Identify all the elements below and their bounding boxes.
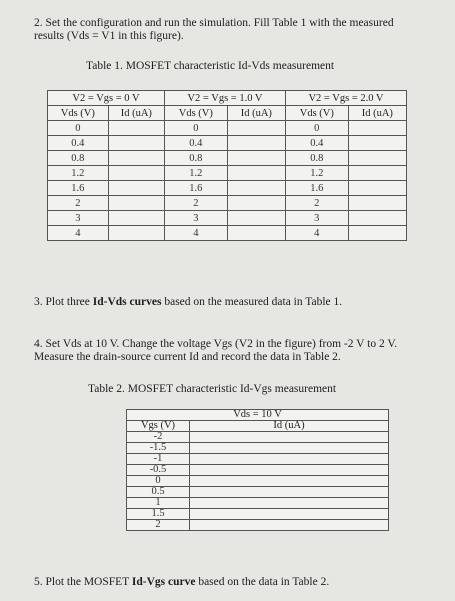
table-1-id-cell[interactable] — [227, 166, 285, 181]
table-1-vds-cell: 2 — [48, 196, 109, 211]
table-1-vds-cell: 0.4 — [164, 136, 227, 151]
table-2-col-vgs: Vgs (V) — [127, 421, 190, 432]
table-2-id-cell[interactable] — [190, 498, 389, 509]
table-row — [48, 151, 407, 166]
table-1-vds-cell: 4 — [285, 226, 348, 241]
table-1-vds-cell: 1.2 — [48, 166, 109, 181]
table-2-id-cell[interactable] — [190, 476, 389, 487]
table-2-body — [127, 432, 389, 531]
table-1-id-cell[interactable] — [348, 166, 406, 181]
table-1-vds-cell: 1.6 — [48, 181, 109, 196]
table-row — [127, 476, 389, 487]
table-1-id-cell[interactable] — [108, 136, 164, 151]
table-2-vgs-cell: -1 — [127, 454, 190, 465]
table-2-id-cell[interactable] — [190, 487, 389, 498]
table-1-vds-cell: 2 — [285, 196, 348, 211]
table-1-id-cell[interactable] — [348, 211, 406, 226]
table-2-header: Vds = 10 V — [127, 410, 389, 421]
table-row — [127, 443, 389, 454]
table-1-vds-cell: 4 — [48, 226, 109, 241]
table-row — [48, 196, 407, 211]
table-1 — [47, 90, 407, 241]
table-2-id-cell[interactable] — [190, 432, 389, 443]
table-1-id-cell[interactable] — [227, 121, 285, 136]
table-row — [48, 181, 407, 196]
table-1-vds-cell: 0.4 — [48, 136, 109, 151]
table-1-vds-cell: 0.8 — [285, 151, 348, 166]
table-1-id-cell[interactable] — [227, 181, 285, 196]
table-1-id-cell[interactable] — [227, 211, 285, 226]
table-row — [48, 211, 407, 226]
table-1-vds-cell: 0 — [164, 121, 227, 136]
table-row — [48, 121, 407, 136]
table-1-id-cell[interactable] — [348, 226, 406, 241]
item-2-instruction: 2. Set the configuration and run the simulation. Fill Table 1 with the measured results (Vds = V1 in this figure). — [34, 17, 394, 42]
table-1-id-cell[interactable] — [348, 151, 406, 166]
table-2-vgs-cell: 1 — [127, 498, 190, 509]
table-1-vds-cell: 0 — [48, 121, 109, 136]
table-1-id-cell[interactable] — [108, 181, 164, 196]
item-3-prefix: 3. Plot three — [34, 296, 93, 308]
table-2-column-header-row — [127, 421, 389, 432]
table-row — [127, 454, 389, 465]
item-5-text — [34, 576, 434, 589]
table-1-id-cell[interactable] — [227, 226, 285, 241]
table-2-vgs-cell: 0.5 — [127, 487, 190, 498]
table-2-vgs-cell: -1.5 — [127, 443, 190, 454]
table-2-header-row — [127, 410, 389, 421]
table-row — [127, 465, 389, 476]
table-2-vgs-cell: 2 — [127, 520, 190, 531]
table-2-vgs-cell: -0.5 — [127, 465, 190, 476]
table-1-id-cell[interactable] — [348, 181, 406, 196]
table-2-id-cell[interactable] — [190, 454, 389, 465]
table-1-group-2: V2 = Vgs = 2.0 V — [285, 91, 406, 106]
table-1-vds-cell: 0.8 — [164, 151, 227, 166]
table-row — [48, 136, 407, 151]
table-1-id-cell[interactable] — [108, 196, 164, 211]
table-1-group-0: V2 = Vgs = 0 V — [48, 91, 165, 106]
table-1-id-cell[interactable] — [348, 136, 406, 151]
table-1-body — [48, 121, 407, 241]
table-1-id-cell[interactable] — [108, 121, 164, 136]
table-1-vds-cell: 0.8 — [48, 151, 109, 166]
table-2-vgs-cell: -2 — [127, 432, 190, 443]
table-1-vds-cell: 0.4 — [285, 136, 348, 151]
table-1-group-header-row — [48, 91, 407, 106]
table-1-id-cell[interactable] — [348, 196, 406, 211]
table-1-vds-cell: 2 — [164, 196, 227, 211]
table-1-id-cell[interactable] — [227, 196, 285, 211]
table-2-id-cell[interactable] — [190, 520, 389, 531]
table-1-vds-cell: 3 — [164, 211, 227, 226]
table-1-col-id: Id (uA) — [227, 106, 285, 121]
table-1-id-cell[interactable] — [108, 166, 164, 181]
table-1-group-1: V2 = Vgs = 1.0 V — [164, 91, 285, 106]
table-1-col-id: Id (uA) — [108, 106, 164, 121]
table-1-vds-cell: 1.6 — [285, 181, 348, 196]
table-2-id-cell[interactable] — [190, 465, 389, 476]
table-1-vds-cell: 1.2 — [285, 166, 348, 181]
table-1-vds-cell: 4 — [164, 226, 227, 241]
item-5-prefix: 5. Plot the MOSFET — [34, 576, 132, 588]
table-1-id-cell[interactable] — [108, 226, 164, 241]
table-row — [127, 509, 389, 520]
item-3-suffix: based on the measured data in Table 1. — [161, 296, 343, 308]
table-2 — [126, 409, 389, 531]
item-2-text — [34, 17, 424, 43]
table-row — [48, 226, 407, 241]
table-1-col-vds: Vds (V) — [48, 106, 109, 121]
table-1-vds-cell: 3 — [48, 211, 109, 226]
table-2-id-cell[interactable] — [190, 443, 389, 454]
item-5-bold: Id-Vgs curve — [131, 576, 196, 588]
table-2-caption: Table 2. MOSFET characteristic Id-Vgs measurement — [88, 383, 337, 395]
table-1-vds-cell: 1.2 — [164, 166, 227, 181]
table-1-col-id: Id (uA) — [348, 106, 406, 121]
item-4-text — [34, 338, 414, 364]
item-4-instruction: 4. Set Vds at 10 V. Change the voltage Vgs (V2 in the figure) from -2 V to 2 V. Measure the drain-source current Id and record the data in Table 2. — [34, 338, 398, 363]
table-row — [127, 432, 389, 443]
table-1-caption: Table 1. MOSFET characteristic Id-Vds measurement — [86, 60, 335, 72]
table-row — [127, 520, 389, 531]
table-1-id-cell[interactable] — [348, 121, 406, 136]
table-1-vds-cell: 0 — [285, 121, 348, 136]
table-2-vgs-cell: 1.5 — [127, 509, 190, 520]
table-1-id-cell[interactable] — [227, 136, 285, 151]
item-3-bold: Id-Vds curves — [92, 296, 162, 308]
item-5-suffix: based on the data in Table 2. — [195, 576, 330, 588]
item-3-text — [34, 296, 424, 309]
table-1-id-cell[interactable] — [108, 151, 164, 166]
table-1-vds-cell: 3 — [285, 211, 348, 226]
table-row — [127, 498, 389, 509]
table-1-col-vds: Vds (V) — [285, 106, 348, 121]
table-1-id-cell[interactable] — [108, 211, 164, 226]
table-1-col-vds: Vds (V) — [164, 106, 227, 121]
table-1-column-header-row — [48, 106, 407, 121]
table-2-id-cell[interactable] — [190, 509, 389, 520]
table-1-vds-cell: 1.6 — [164, 181, 227, 196]
table-2-vgs-cell: 0 — [127, 476, 190, 487]
table-row — [48, 166, 407, 181]
table-1-id-cell[interactable] — [227, 151, 285, 166]
table-2-col-id: Id (uA) — [190, 421, 389, 432]
table-row — [127, 487, 389, 498]
